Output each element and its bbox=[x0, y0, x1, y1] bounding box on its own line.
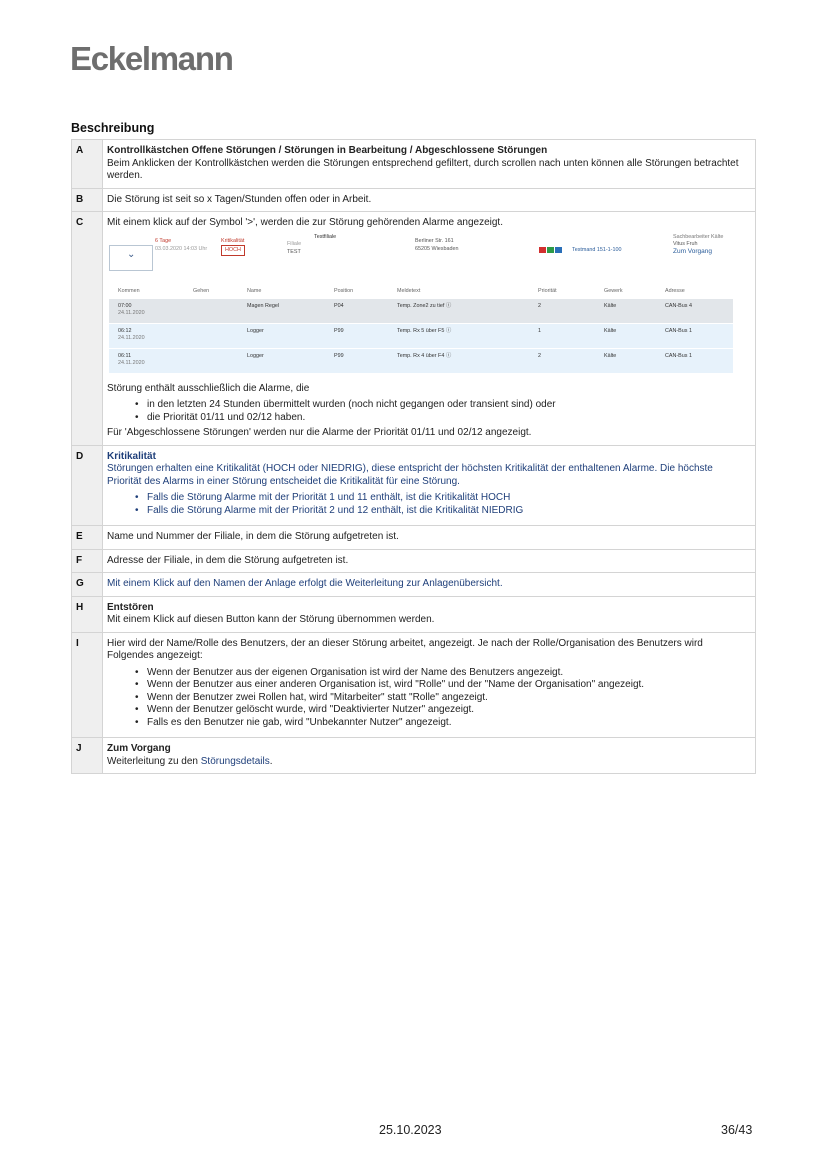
row-text: Störung enthält ausschließlich die Alarme, die bbox=[107, 382, 310, 394]
row-text: Hier wird der Name/Rolle des Benutzers, der an dieser Störung arbeitet, angezeigt. Je nach der Rolle/Organisation des Benutzers wird Folgendes angezeigt: bbox=[107, 637, 703, 661]
row-heading: Entstören bbox=[107, 601, 154, 613]
row-key: F bbox=[72, 549, 103, 573]
row-heading: Kritikalität bbox=[107, 450, 156, 462]
row-text: Name und Nummer der Filiale, in dem die Störung aufgetreten ist. bbox=[103, 526, 756, 550]
alarm-text[interactable]: Temp. Zone2 zu tief ⓘ bbox=[397, 302, 452, 309]
col-header: Gewerk bbox=[604, 287, 623, 294]
col-header: Gehen bbox=[193, 287, 210, 294]
incident-date: 03.03.2020 14:03 Uhr bbox=[155, 245, 208, 252]
row-text: Adresse der Filiale, in dem die Störung aufgetreten ist. bbox=[103, 549, 756, 573]
list-item: • Wenn der Benutzer aus der eigenen Organisation ist wird der Name des Benutzers angezeigt. bbox=[135, 667, 750, 680]
row-key: G bbox=[72, 573, 103, 597]
blue-trade-icon bbox=[555, 247, 562, 253]
alarm-text[interactable]: Temp. Rx 4 über F4 ⓘ bbox=[397, 352, 452, 359]
alarm-time: 06:12 bbox=[118, 327, 132, 334]
alarm-address: CAN-Bus 4 bbox=[665, 302, 692, 309]
alarm-time: 06:11 bbox=[118, 352, 132, 359]
alarm-position: P99 bbox=[334, 352, 344, 359]
green-trade-icon bbox=[547, 247, 554, 253]
list-item: • Falls es den Benutzer nie gab, wird "Unbekannter Nutzer" angezeigt. bbox=[135, 717, 750, 730]
alarm-list-screenshot bbox=[107, 235, 733, 377]
row-key: J bbox=[72, 738, 103, 774]
alarm-priority: 2 bbox=[538, 302, 541, 309]
row-j bbox=[72, 738, 756, 774]
list-item: • die Priorität 01/11 und 02/12 haben. bbox=[135, 412, 750, 425]
row-a bbox=[72, 140, 756, 189]
incident-details-link[interactable]: Störungsdetails bbox=[200, 755, 270, 767]
row-key: I bbox=[72, 632, 103, 738]
row-content bbox=[103, 632, 756, 738]
row-text-end: . bbox=[269, 755, 273, 767]
row-key: D bbox=[72, 445, 103, 526]
alarm-date: 24.11.2020 bbox=[118, 309, 145, 316]
row-text-end: . bbox=[499, 578, 503, 589]
row-text: Die Störung ist seit so x Tagen/Stunden offen oder in Arbeit. bbox=[103, 188, 756, 212]
col-header: Priorität bbox=[538, 287, 557, 294]
alarm-row[interactable] bbox=[109, 324, 733, 348]
list-item: • Wenn der Benutzer gelöscht wurde, wird "Deaktivierter Nutzer" angezeigt. bbox=[135, 704, 750, 717]
alarm-address: CAN-Bus 1 bbox=[665, 352, 692, 359]
plant-overview-link[interactable]: Anlagenübersicht bbox=[422, 578, 500, 589]
row-b bbox=[72, 188, 756, 212]
expand-button[interactable] bbox=[109, 245, 153, 271]
row-text: Für 'Abgeschlossene Störungen' werden nur die Alarme der Priorität 01/11 und 02/12 angezeigt. bbox=[107, 427, 532, 438]
alarm-time: 07:00 bbox=[118, 302, 132, 309]
row-key: E bbox=[72, 526, 103, 550]
row-content bbox=[103, 596, 756, 632]
to-incident-link[interactable]: Zum Vorgang bbox=[673, 247, 713, 255]
row-g bbox=[72, 573, 756, 597]
col-header: Adresse bbox=[665, 287, 685, 294]
row-f bbox=[72, 549, 756, 573]
row-text: Störungen erhalten eine Kritikalität (HOCH oder NIEDRIG), diese entspricht der höchsten Kritikalität der enthaltenen Alarme. Die höchste Priorität des Alarms in einer Störung entscheidet die Kritikalität für eine Störung. bbox=[107, 463, 713, 487]
alarm-name: Logger bbox=[247, 352, 264, 359]
col-header: Position bbox=[334, 287, 354, 294]
row-e bbox=[72, 526, 756, 550]
row-d bbox=[72, 445, 756, 526]
store-city: 65205 Wiesbaden bbox=[415, 245, 459, 252]
row-key: A bbox=[72, 140, 103, 189]
alarm-name: Logger bbox=[247, 327, 264, 334]
red-trade-icon bbox=[539, 247, 546, 253]
row-text: Beim Anklicken der Kontrollkästchen werden die Störungen entsprechend gefiltert, durch scrollen nach unten können alle Störungen betrachtet werden. bbox=[107, 157, 739, 181]
alarm-row[interactable] bbox=[109, 349, 733, 373]
store-value: TEST bbox=[287, 248, 301, 255]
company-logo: Eckelmann bbox=[70, 40, 233, 77]
row-text: Mit einem Klick auf den Namen der Anlage erfolgt die Weiterleitung zur bbox=[107, 578, 423, 589]
row-key: B bbox=[72, 188, 103, 212]
row-text: Weiterleitung zu den bbox=[107, 755, 201, 767]
col-header: Meldetext bbox=[397, 287, 421, 294]
row-text-line bbox=[107, 756, 750, 769]
list-item: • Falls die Störung Alarme mit der Priorität 1 und 11 enthält, ist die Kritikalität HOCH bbox=[135, 492, 750, 505]
section-title: Beschreibung bbox=[71, 121, 155, 135]
page-number: 36/43 bbox=[721, 1123, 753, 1137]
footer-date: 25.10.2023 bbox=[379, 1123, 442, 1137]
col-header: Kommen bbox=[118, 287, 140, 294]
row-text: Mit einem Klick auf diesen Button kann der Störung übernommen werden. bbox=[107, 614, 435, 625]
alarm-position: P04 bbox=[334, 302, 344, 309]
row-h bbox=[72, 596, 756, 632]
row-content bbox=[103, 212, 756, 446]
criticality-label: Kritikalität bbox=[221, 237, 245, 244]
alarm-trade: Kälte bbox=[604, 352, 617, 359]
col-header: Name bbox=[247, 287, 262, 294]
alarm-trade: Kälte bbox=[604, 302, 617, 309]
assignee-label: Sachbearbeiter Kälte bbox=[673, 233, 724, 240]
device-link[interactable]: Testmand 151-1-100 bbox=[572, 246, 622, 253]
chevron-down-icon: ⌄ bbox=[127, 248, 136, 260]
row-key: C bbox=[72, 212, 103, 446]
list-item: • Falls die Störung Alarme mit der Priorität 2 und 12 enthält, ist die Kritikalität NIEDRIG bbox=[135, 505, 750, 518]
alarm-address: CAN-Bus 1 bbox=[665, 327, 692, 334]
description-table bbox=[71, 139, 756, 774]
alarm-priority: 1 bbox=[538, 327, 541, 334]
alarm-text[interactable]: Temp. Rx 5 über F5 ⓘ bbox=[397, 327, 452, 334]
row-text: Mit einem klick auf der Symbol '>', werden die zur Störung gehörenden Alarme angezeigt. bbox=[107, 217, 503, 228]
alarm-date: 24.11.2020 bbox=[118, 359, 145, 366]
row-content bbox=[103, 738, 756, 774]
alarm-trade: Kälte bbox=[604, 327, 617, 334]
alarm-row[interactable] bbox=[109, 299, 733, 323]
trade-icons bbox=[539, 247, 563, 256]
days-open: 6 Tage bbox=[155, 237, 172, 244]
assignee-name: Vitus Fruh bbox=[673, 240, 698, 247]
row-heading: Zum Vorgang bbox=[107, 743, 171, 754]
bullet-list bbox=[135, 492, 750, 517]
criticality-badge: HOCH bbox=[221, 245, 245, 256]
alarm-priority: 2 bbox=[538, 352, 541, 359]
row-content bbox=[103, 445, 756, 526]
row-key: H bbox=[72, 596, 103, 632]
row-i bbox=[72, 632, 756, 738]
row-content bbox=[103, 573, 756, 597]
bullet-list bbox=[135, 399, 750, 424]
row-heading: Kontrollkästchen Offene Störungen / Störungen in Bearbeitung / Abgeschlossene Störungen bbox=[107, 145, 548, 156]
list-item: • in den letzten 24 Stunden übermittelt wurden (noch nicht gegangen oder transient sind) oder bbox=[135, 399, 750, 412]
bullet-list bbox=[135, 667, 750, 730]
list-item: • Wenn der Benutzer aus einer anderen Organisation ist, wird "Rolle" und der "Name der Organisation" angezeigt. bbox=[135, 679, 750, 692]
alarm-position: P99 bbox=[334, 327, 344, 334]
row-c bbox=[72, 212, 756, 446]
row-content bbox=[103, 140, 756, 189]
store-label: Filiale bbox=[287, 240, 302, 247]
alarm-date: 24.11.2020 bbox=[118, 334, 145, 341]
store-street: Berliner Str. 161 bbox=[415, 237, 454, 244]
list-item: • Wenn der Benutzer zwei Rollen hat, wird "Mitarbeiter" statt "Rolle" angezeigt. bbox=[135, 692, 750, 705]
store-name[interactable]: Testfiliale bbox=[314, 233, 337, 240]
alarm-name: Magen Regel bbox=[247, 302, 280, 309]
